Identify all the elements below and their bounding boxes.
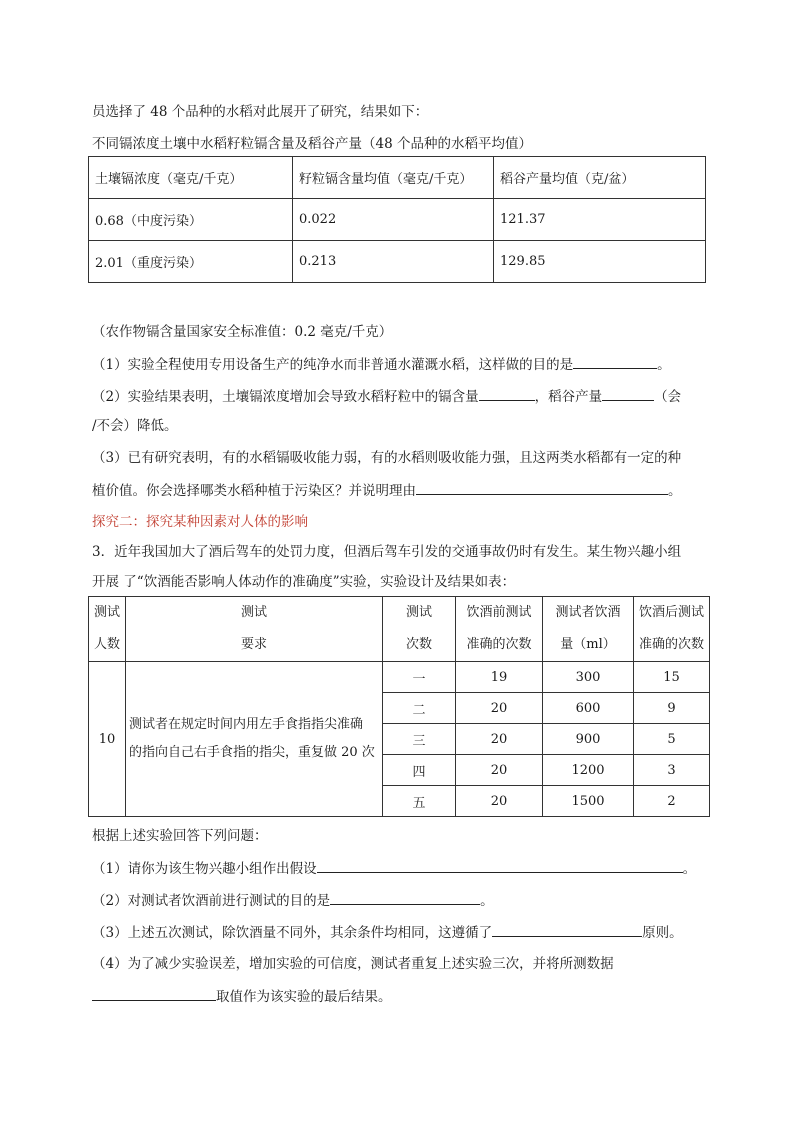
question-2	[92, 386, 681, 407]
standard-note: （农作物镉含量国家安全标准值：0.2 毫克/千克）	[92, 324, 393, 340]
header-line: 次数	[405, 637, 432, 652]
people-count-cell: 10	[89, 662, 126, 817]
answer-2-end: 。	[480, 893, 494, 909]
question-1-end: 。	[657, 357, 671, 373]
header-line: 测试	[93, 605, 120, 620]
table-row	[89, 241, 706, 283]
answer-blank[interactable]	[602, 386, 654, 401]
intro-line: 员选择了 48 个品种的水稻对此展开了研究，结果如下：	[92, 104, 429, 120]
header-line: 要求	[240, 637, 267, 652]
answer-blank[interactable]	[416, 480, 668, 495]
table-cell: 20	[456, 755, 543, 786]
answer-2-text: （2）对测试者饮酒前进行测试的目的是	[92, 893, 331, 909]
header-line: 饮酒前测试	[466, 605, 532, 620]
table-header-people	[89, 597, 126, 662]
table-cell: 1200	[543, 755, 634, 786]
table-cell: 三	[383, 724, 456, 755]
table-header-requirement	[126, 597, 383, 662]
table-header-row	[89, 157, 706, 199]
table-cell: 二	[383, 693, 456, 724]
answer-1-end: 。	[682, 861, 697, 877]
table-cell: 300	[543, 662, 634, 693]
table-header-amount	[543, 597, 634, 662]
question-3-line1: （3）已有研究表明，有的水稻镉吸收能力弱，有的水稻则吸收能力强，且这两类水稻都有一定的种	[92, 450, 682, 466]
requirement-cell	[126, 662, 383, 817]
header-line: 测试	[405, 605, 432, 620]
requirement-line: 测试者在规定时间内用左手食指指尖准确	[129, 717, 364, 732]
header-line: 饮酒后测试	[638, 605, 704, 620]
answer-blank[interactable]	[317, 858, 683, 873]
answer-blank[interactable]	[479, 386, 535, 401]
table-cell: 一	[383, 662, 456, 693]
answer-blank[interactable]	[492, 922, 642, 937]
question-1	[92, 354, 671, 375]
header-line: 测试者饮酒	[555, 605, 621, 620]
table-cell: 19	[456, 662, 543, 693]
header-line: 量（ml）	[560, 637, 616, 652]
table-cell: 600	[543, 693, 634, 724]
question-2-continued: /不会）降低。	[92, 418, 178, 434]
table-header-cell: 土壤镉浓度（毫克/千克）	[89, 157, 293, 199]
requirement-line: 的指向自己右手食指的指尖，重复做 20 次	[129, 745, 375, 760]
header-line: 人数	[93, 637, 120, 652]
table-cell: 2	[634, 786, 710, 817]
question-2-text: ，稻谷产量	[534, 389, 603, 405]
table-cell: 20	[456, 724, 543, 755]
alcohol-test-table	[88, 596, 710, 817]
table-cell: 1500	[543, 786, 634, 817]
question-3-end: 。	[668, 483, 682, 499]
table1-caption: 不同镉浓度土壤中水稻籽粒镉含量及稻谷产量（48 个品种的水稻平均值）	[92, 136, 532, 152]
table-cell: 0.68（中度污染）	[89, 199, 293, 241]
section2-title: 探究二：探究某种因素对人体的影响	[92, 514, 308, 530]
problem-3-line1: 3．近年我国加大了酒后驾车的处罚力度，但酒后驾车引发的交通事故仍时有发生。某生物兴趣小组	[92, 544, 682, 560]
question-2-text: （2）实验结果表明，土壤镉浓度增加会导致水稻籽粒中的镉含量	[92, 389, 479, 405]
table-cell: 15	[634, 662, 710, 693]
header-line: 准确的次数	[638, 637, 704, 652]
answer-blank[interactable]	[92, 986, 216, 1001]
table-row	[89, 662, 710, 693]
answer-1	[92, 858, 696, 879]
answer-3-text: （3）上述五次测试，除饮酒量不同外，其余条件均相同，这遵循了	[92, 925, 493, 941]
table-cell: 129.85	[494, 241, 706, 283]
answer-3	[92, 922, 683, 943]
table-cell: 0.022	[293, 199, 494, 241]
table-header-row	[89, 597, 710, 662]
table-cell: 5	[634, 724, 710, 755]
table-header-times	[383, 597, 456, 662]
question-2-text: （会	[654, 389, 682, 405]
answer-2	[92, 890, 494, 911]
question-1-text: （1）实验全程使用专用设备生产的纯净水而非普通水灌溉水稻，这样做的目的是	[92, 357, 574, 373]
table-cell: 900	[543, 724, 634, 755]
table-cell: 2.01（重度污染）	[89, 241, 293, 283]
answer-3-end: 原则。	[642, 925, 683, 941]
table-cell: 五	[383, 786, 456, 817]
table-header-cell: 稻谷产量均值（克/盆）	[494, 157, 706, 199]
header-line: 测试	[240, 605, 267, 620]
answer-4-text: 取值作为该实验的最后结果。	[216, 989, 392, 1005]
table-row	[89, 199, 706, 241]
answer-1-text: （1）请你为该生物兴趣小组作出假设	[92, 861, 317, 877]
table-cell: 20	[456, 786, 543, 817]
table-header-after	[634, 597, 710, 662]
answer-intro: 根据上述实验回答下列问题：	[92, 828, 268, 844]
table-header-before	[456, 597, 543, 662]
table-cell: 9	[634, 693, 710, 724]
table-cell: 四	[383, 755, 456, 786]
table-cell: 3	[634, 755, 710, 786]
problem-3-line2: 开展 了“饮酒能否影响人体动作的准确度”实验，实验设计及结果如表：	[92, 574, 516, 590]
table-cell: 121.37	[494, 199, 706, 241]
cadmium-table	[88, 156, 706, 283]
answer-blank[interactable]	[330, 890, 480, 905]
question-3-text: 植价值。你会选择哪类水稻种植于污染区？并说明理由	[92, 483, 416, 499]
answer-4-line1: （4）为了减少实验误差，增加实验的可信度，测试者重复上述实验三次，并将所测数据	[92, 956, 614, 972]
table-cell: 20	[456, 693, 543, 724]
answer-4-line2	[92, 986, 392, 1007]
question-3-line2	[92, 480, 682, 501]
table-cell: 0.213	[293, 241, 494, 283]
answer-blank[interactable]	[573, 354, 657, 369]
header-line: 准确的次数	[466, 637, 532, 652]
table-header-cell: 籽粒镉含量均值（毫克/千克）	[293, 157, 494, 199]
